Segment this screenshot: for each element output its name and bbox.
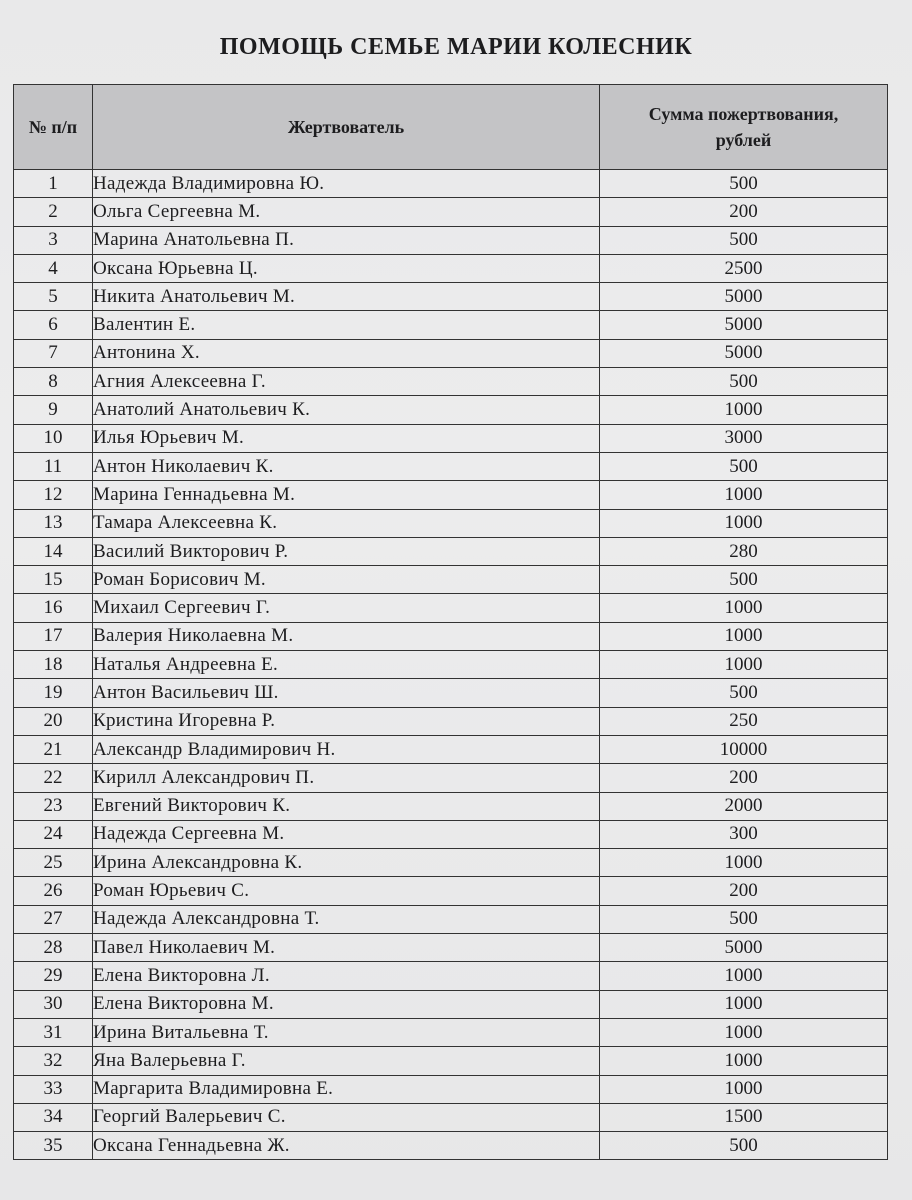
row-number: 14 [14, 537, 93, 565]
donation-amount: 1000 [600, 594, 888, 622]
table-row [14, 283, 888, 311]
table-row [14, 1047, 888, 1075]
donation-amount: 5000 [600, 283, 888, 311]
donation-amount: 5000 [600, 311, 888, 339]
row-number: 18 [14, 651, 93, 679]
table-row [14, 934, 888, 962]
donor-name: Роман Юрьевич С. [93, 877, 600, 905]
row-number: 28 [14, 934, 93, 962]
donation-amount: 1000 [600, 481, 888, 509]
donor-name: Тамара Алексеевна К. [93, 509, 600, 537]
row-number: 16 [14, 594, 93, 622]
donation-amount: 500 [600, 226, 888, 254]
row-number: 10 [14, 424, 93, 452]
donation-amount: 300 [600, 820, 888, 848]
donation-amount: 200 [600, 198, 888, 226]
donor-name: Агния Алексеевна Г. [93, 368, 600, 396]
table-row [14, 707, 888, 735]
donation-amount: 500 [600, 679, 888, 707]
donor-name: Кирилл Александрович П. [93, 764, 600, 792]
donation-amount: 5000 [600, 934, 888, 962]
row-number: 27 [14, 905, 93, 933]
donor-name: Евгений Викторович К. [93, 792, 600, 820]
header-amount [600, 85, 888, 170]
table-row [14, 368, 888, 396]
table-row [14, 481, 888, 509]
donation-amount: 2000 [600, 792, 888, 820]
table-row [14, 1103, 888, 1131]
donor-name: Ирина Витальевна Т. [93, 1018, 600, 1046]
row-number: 8 [14, 368, 93, 396]
row-number: 3 [14, 226, 93, 254]
row-number: 21 [14, 735, 93, 763]
donor-name: Роман Борисович М. [93, 566, 600, 594]
row-number: 26 [14, 877, 93, 905]
donor-name: Александр Владимирович Н. [93, 735, 600, 763]
donation-amount: 1000 [600, 651, 888, 679]
table-row [14, 990, 888, 1018]
donor-name: Оксана Геннадьевна Ж. [93, 1132, 600, 1160]
donation-amount: 1000 [600, 622, 888, 650]
row-number: 11 [14, 452, 93, 480]
table-row [14, 651, 888, 679]
donation-amount: 1000 [600, 396, 888, 424]
table-row [14, 735, 888, 763]
row-number: 22 [14, 764, 93, 792]
table-row [14, 452, 888, 480]
row-number: 35 [14, 1132, 93, 1160]
donation-amount: 1000 [600, 1047, 888, 1075]
donation-amount: 280 [600, 537, 888, 565]
row-number: 32 [14, 1047, 93, 1075]
donation-amount: 200 [600, 877, 888, 905]
donation-amount: 500 [600, 170, 888, 198]
table-row [14, 1018, 888, 1046]
table-row [14, 820, 888, 848]
donation-amount: 1000 [600, 1018, 888, 1046]
table-row [14, 254, 888, 282]
table-body [14, 170, 888, 1160]
donor-name: Анатолий Анатольевич К. [93, 396, 600, 424]
donor-name: Михаил Сергеевич Г. [93, 594, 600, 622]
donor-name: Наталья Андреевна Е. [93, 651, 600, 679]
table-row [14, 339, 888, 367]
donation-amount: 500 [600, 452, 888, 480]
donor-name: Надежда Владимировна Ю. [93, 170, 600, 198]
donation-amount: 500 [600, 368, 888, 396]
row-number: 9 [14, 396, 93, 424]
table-row [14, 537, 888, 565]
donor-name: Марина Геннадьевна М. [93, 481, 600, 509]
row-number: 19 [14, 679, 93, 707]
donation-amount: 500 [600, 566, 888, 594]
donor-name: Ольга Сергеевна М. [93, 198, 600, 226]
row-number: 4 [14, 254, 93, 282]
table-row [14, 509, 888, 537]
row-number: 15 [14, 566, 93, 594]
table-row [14, 849, 888, 877]
donation-amount: 250 [600, 707, 888, 735]
table-row [14, 198, 888, 226]
donor-name: Антонина Х. [93, 339, 600, 367]
row-number: 2 [14, 198, 93, 226]
donation-amount: 1000 [600, 990, 888, 1018]
row-number: 13 [14, 509, 93, 537]
donation-amount: 500 [600, 905, 888, 933]
table-row [14, 764, 888, 792]
donor-name: Надежда Александровна Т. [93, 905, 600, 933]
table-row [14, 679, 888, 707]
table-header [14, 85, 888, 170]
row-number: 17 [14, 622, 93, 650]
table-row [14, 905, 888, 933]
donor-name: Валерия Николаевна М. [93, 622, 600, 650]
row-number: 34 [14, 1103, 93, 1131]
table-row [14, 594, 888, 622]
row-number: 7 [14, 339, 93, 367]
row-number: 6 [14, 311, 93, 339]
row-number: 1 [14, 170, 93, 198]
table-row [14, 962, 888, 990]
donation-amount: 1000 [600, 509, 888, 537]
row-number: 29 [14, 962, 93, 990]
donor-name: Яна Валерьевна Г. [93, 1047, 600, 1075]
row-number: 25 [14, 849, 93, 877]
row-number: 24 [14, 820, 93, 848]
row-number: 20 [14, 707, 93, 735]
table-row [14, 170, 888, 198]
donor-name: Ирина Александровна К. [93, 849, 600, 877]
donor-name: Антон Васильевич Ш. [93, 679, 600, 707]
donor-name: Антон Николаевич К. [93, 452, 600, 480]
donor-name: Надежда Сергеевна М. [93, 820, 600, 848]
row-number: 31 [14, 1018, 93, 1046]
donation-amount: 2500 [600, 254, 888, 282]
donation-amount: 200 [600, 764, 888, 792]
donation-amount: 1500 [600, 1103, 888, 1131]
donation-amount: 3000 [600, 424, 888, 452]
donor-name: Валентин Е. [93, 311, 600, 339]
donor-name: Маргарита Владимировна Е. [93, 1075, 600, 1103]
table-row [14, 311, 888, 339]
table-row [14, 566, 888, 594]
donation-amount: 10000 [600, 735, 888, 763]
header-amount-line2: рублей [715, 130, 772, 150]
donation-amount: 1000 [600, 962, 888, 990]
table-row [14, 792, 888, 820]
table-row [14, 424, 888, 452]
donor-name: Елена Викторовна М. [93, 990, 600, 1018]
table-row [14, 1075, 888, 1103]
table-row [14, 396, 888, 424]
header-donor: Жертвователь [93, 85, 600, 170]
donations-table [13, 84, 888, 1160]
row-number: 30 [14, 990, 93, 1018]
donor-name: Павел Николаевич М. [93, 934, 600, 962]
table-row [14, 1132, 888, 1160]
row-number: 23 [14, 792, 93, 820]
header-amount-line1: Сумма пожертвования, [648, 104, 839, 124]
donor-name: Илья Юрьевич М. [93, 424, 600, 452]
donation-amount: 5000 [600, 339, 888, 367]
header-row [14, 85, 888, 170]
row-number: 33 [14, 1075, 93, 1103]
table-row [14, 877, 888, 905]
header-number: № п/п [14, 85, 93, 170]
donor-name: Василий Викторович Р. [93, 537, 600, 565]
donation-amount: 500 [600, 1132, 888, 1160]
donor-name: Елена Викторовна Л. [93, 962, 600, 990]
donor-name: Никита Анатольевич М. [93, 283, 600, 311]
donor-name: Марина Анатольевна П. [93, 226, 600, 254]
donor-name: Георгий Валерьевич С. [93, 1103, 600, 1131]
document-title: ПОМОЩЬ СЕМЬЕ МАРИИ КОЛЕСНИК [219, 34, 693, 60]
row-number: 5 [14, 283, 93, 311]
donor-name: Кристина Игоревна Р. [93, 707, 600, 735]
table-row [14, 622, 888, 650]
table-row [14, 226, 888, 254]
donor-name: Оксана Юрьевна Ц. [93, 254, 600, 282]
donation-amount: 1000 [600, 849, 888, 877]
donation-amount: 1000 [600, 1075, 888, 1103]
row-number: 12 [14, 481, 93, 509]
